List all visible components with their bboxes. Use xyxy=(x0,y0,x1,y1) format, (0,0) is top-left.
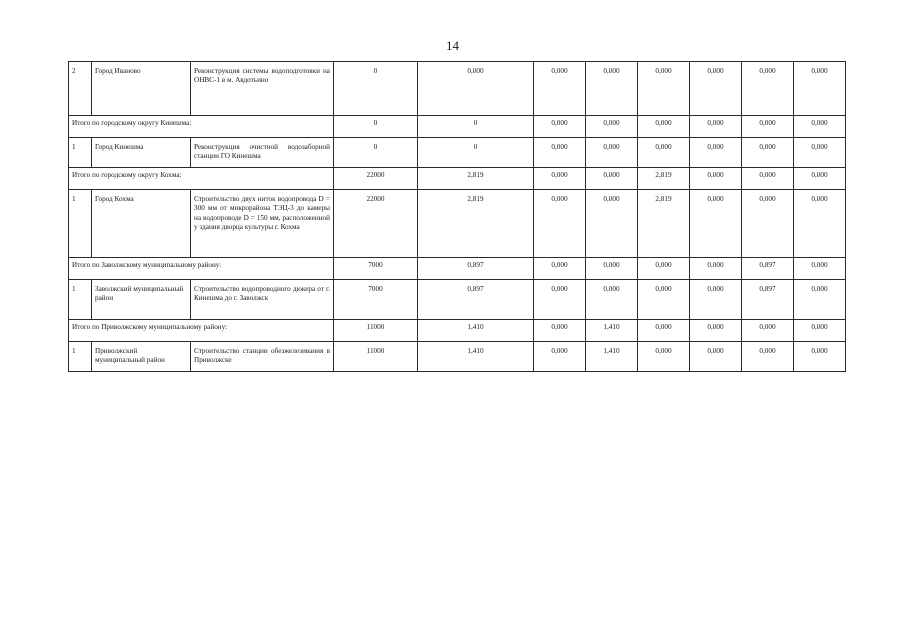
amount-cell: 2,819 xyxy=(638,190,690,258)
amount-cell: 2,819 xyxy=(418,168,534,190)
amount-cell: 0,000 xyxy=(690,342,742,372)
subtotal-label: Итого по городскому округу Кинешма: xyxy=(69,116,334,138)
project-description: Реконструкция очистной водозаборной станции ГО Кинешма xyxy=(191,138,334,168)
amount-cell: 0,000 xyxy=(794,320,846,342)
project-description: Строительство станции обезжелезивания в Приволжске xyxy=(191,342,334,372)
amount-cell: 0,000 xyxy=(742,190,794,258)
subtotal-label: Итого по Приволжскому муниципальному району: xyxy=(69,320,334,342)
subtotal-row xyxy=(69,116,846,138)
amount-cell: 0,000 xyxy=(586,258,638,280)
subtotal-label: Итого по Заволжскому муниципальному району: xyxy=(69,258,334,280)
amount-cell: 0,897 xyxy=(742,280,794,320)
amount-cell: 0,897 xyxy=(742,258,794,280)
amount-cell: 0,000 xyxy=(534,138,586,168)
capacity-cell: 0 xyxy=(334,138,418,168)
amount-cell: 0,000 xyxy=(586,116,638,138)
amount-cell: 0,000 xyxy=(586,62,638,116)
municipality-name: Город Кохма xyxy=(92,190,191,258)
capacity-cell: 7000 xyxy=(334,258,418,280)
amount-cell: 0,000 xyxy=(534,168,586,190)
amount-cell: 0,000 xyxy=(534,280,586,320)
amount-cell: 0,897 xyxy=(418,280,534,320)
amount-cell: 0,000 xyxy=(586,138,638,168)
amount-cell: 0,000 xyxy=(534,258,586,280)
page-number: 14 xyxy=(446,38,459,53)
row-index: 1 xyxy=(69,280,92,320)
row-index: 1 xyxy=(69,190,92,258)
municipality-name: Город Кинешма xyxy=(92,138,191,168)
capacity-cell: 22000 xyxy=(334,168,418,190)
row-index: 2 xyxy=(69,62,92,116)
amount-cell: 0,000 xyxy=(742,342,794,372)
amount-cell: 0,000 xyxy=(742,138,794,168)
amount-cell: 0,000 xyxy=(794,138,846,168)
amount-cell: 0,000 xyxy=(418,62,534,116)
row-index: 1 xyxy=(69,138,92,168)
amount-cell: 0,000 xyxy=(742,320,794,342)
capacity-cell: 7000 xyxy=(334,280,418,320)
table-row xyxy=(69,62,846,116)
amount-cell: 0,000 xyxy=(586,280,638,320)
investment-table xyxy=(68,61,846,372)
amount-cell: 0,000 xyxy=(638,342,690,372)
amount-cell: 0,000 xyxy=(690,280,742,320)
amount-cell: 0,000 xyxy=(794,280,846,320)
amount-cell: 0,000 xyxy=(534,342,586,372)
amount-cell: 0,000 xyxy=(638,258,690,280)
amount-cell: 0,000 xyxy=(794,258,846,280)
subtotal-row xyxy=(69,258,846,280)
table-row xyxy=(69,280,846,320)
amount-cell: 0,000 xyxy=(690,138,742,168)
amount-cell: 0,000 xyxy=(638,116,690,138)
amount-cell: 0,000 xyxy=(690,320,742,342)
table-row xyxy=(69,138,846,168)
amount-cell: 0 xyxy=(418,116,534,138)
amount-cell: 0,000 xyxy=(794,116,846,138)
capacity-cell: 11000 xyxy=(334,320,418,342)
amount-cell: 0,000 xyxy=(534,320,586,342)
project-description: Строительство двух ниток водопровода D = 300 мм от микрорайона ТЭЦ-3 до камеры на водопроводе D = 150 мм, расположенной у здания дворца культуры г. Кохма xyxy=(191,190,334,258)
amount-cell: 1,410 xyxy=(418,342,534,372)
amount-cell: 0,000 xyxy=(638,138,690,168)
amount-cell: 0,897 xyxy=(418,258,534,280)
capacity-cell: 0 xyxy=(334,116,418,138)
subtotal-label: Итого по городскому округу Кохма: xyxy=(69,168,334,190)
amount-cell: 0,000 xyxy=(638,62,690,116)
subtotal-row xyxy=(69,320,846,342)
table-row xyxy=(69,190,846,258)
amount-cell: 0,000 xyxy=(794,342,846,372)
municipality-name: Приволжский муниципальный район xyxy=(92,342,191,372)
amount-cell: 0,000 xyxy=(586,190,638,258)
amount-cell: 0,000 xyxy=(534,62,586,116)
amount-cell: 0,000 xyxy=(742,116,794,138)
amount-cell: 0 xyxy=(418,138,534,168)
amount-cell: 0,000 xyxy=(690,168,742,190)
amount-cell: 0,000 xyxy=(690,116,742,138)
amount-cell: 0,000 xyxy=(794,62,846,116)
amount-cell: 2,819 xyxy=(418,190,534,258)
project-description: Реконструкция системы водоподготовки на ОНВС-1 в м. Авдотьино xyxy=(191,62,334,116)
capacity-cell: 0 xyxy=(334,62,418,116)
project-description: Строительство водопроводного дюкера от г. Кинешма до г. Заволжск xyxy=(191,280,334,320)
amount-cell: 0,000 xyxy=(638,280,690,320)
amount-cell: 0,000 xyxy=(534,116,586,138)
table-row xyxy=(69,342,846,372)
amount-cell: 0,000 xyxy=(586,168,638,190)
amount-cell: 0,000 xyxy=(742,62,794,116)
amount-cell: 0,000 xyxy=(742,168,794,190)
municipality-name: Заволжский муниципальный район xyxy=(92,280,191,320)
amount-cell: 2,819 xyxy=(638,168,690,190)
amount-cell: 1,410 xyxy=(586,342,638,372)
amount-cell: 0,000 xyxy=(690,258,742,280)
municipality-name: Город Иваново xyxy=(92,62,191,116)
row-index: 1 xyxy=(69,342,92,372)
capacity-cell: 11000 xyxy=(334,342,418,372)
amount-cell: 0,000 xyxy=(794,168,846,190)
amount-cell: 0,000 xyxy=(794,190,846,258)
amount-cell: 0,000 xyxy=(690,62,742,116)
amount-cell: 0,000 xyxy=(690,190,742,258)
amount-cell: 0,000 xyxy=(638,320,690,342)
capacity-cell: 22000 xyxy=(334,190,418,258)
amount-cell: 1,410 xyxy=(418,320,534,342)
amount-cell: 0,000 xyxy=(534,190,586,258)
amount-cell: 1,410 xyxy=(586,320,638,342)
subtotal-row xyxy=(69,168,846,190)
